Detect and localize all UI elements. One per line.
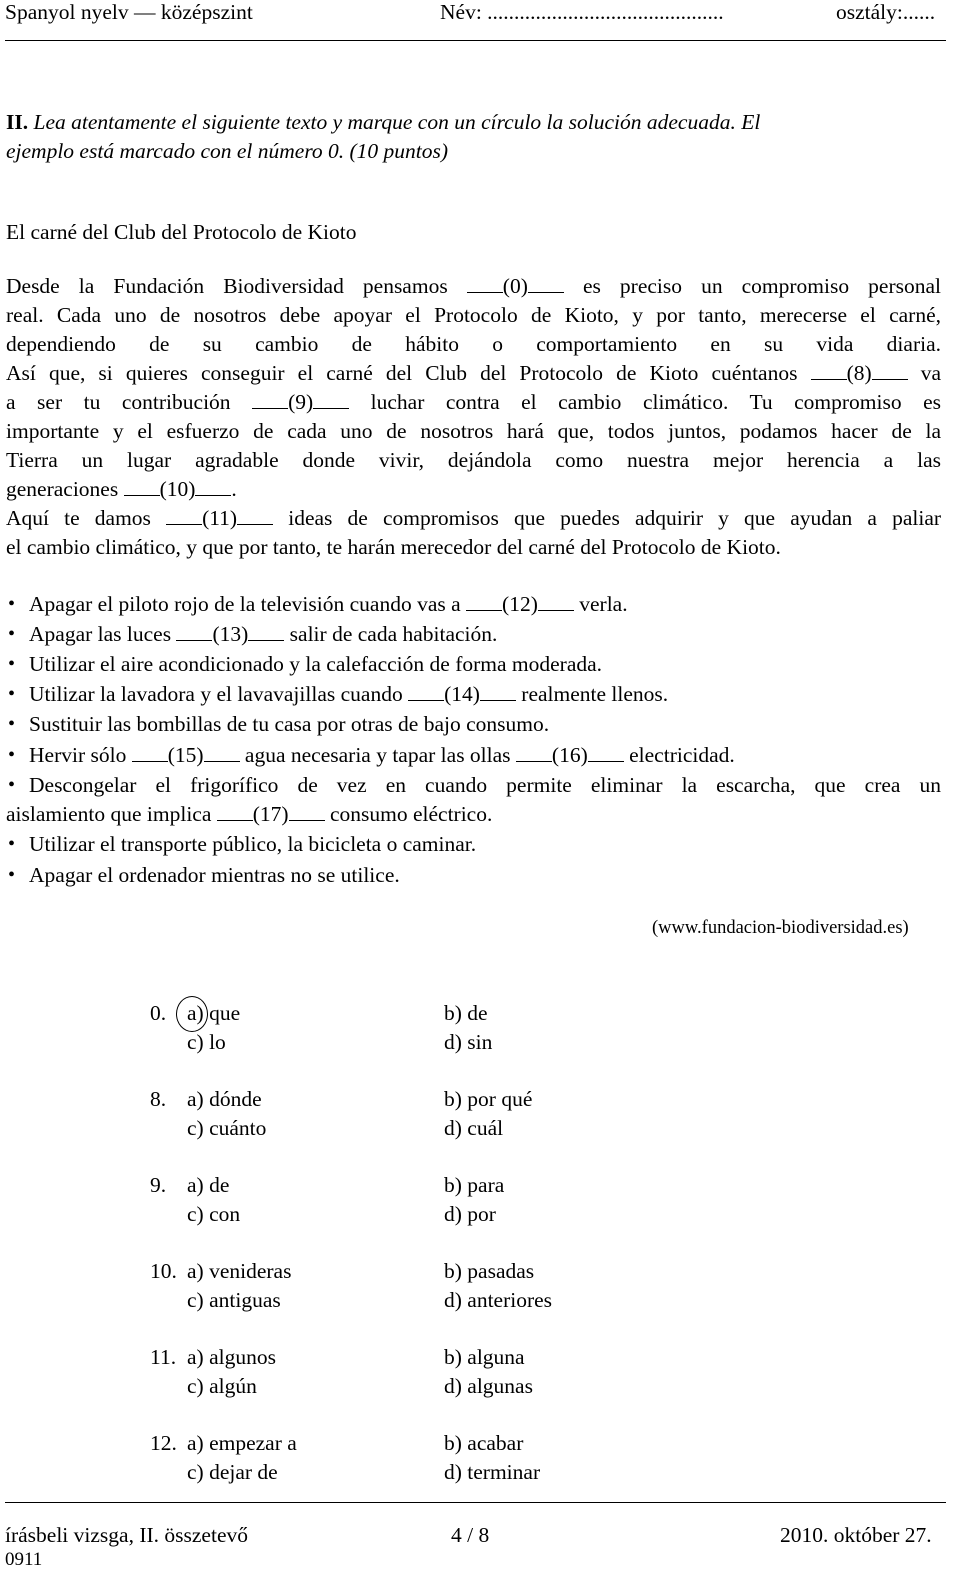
option-b[interactable]: b) alguna xyxy=(444,1345,525,1369)
option-b[interactable]: b) acabar xyxy=(444,1431,524,1455)
question-number: 8. xyxy=(150,1087,167,1111)
bullet-glyph: • xyxy=(8,623,16,645)
p1-text: a ser tu contribución xyxy=(6,390,231,414)
bullet-glyph: • xyxy=(8,774,16,796)
option-a[interactable]: a) algunos xyxy=(187,1345,276,1369)
list-item: Apagar el ordenador mientras no se utilice. xyxy=(29,863,400,887)
option-b[interactable]: b) para xyxy=(444,1173,505,1197)
text-title: El carné del Club del Protocolo de Kioto xyxy=(6,220,357,244)
header-name-field: Név: ............................................ xyxy=(440,0,724,24)
bullet-glyph: • xyxy=(8,683,16,705)
option-d[interactable]: d) terminar xyxy=(444,1460,541,1484)
option-c[interactable]: c) lo xyxy=(187,1030,226,1054)
bullet-glyph: • xyxy=(8,864,16,886)
p1-text: Desde la Fundación Biodiversidad pensamos xyxy=(6,274,448,298)
option-a[interactable]: a) de xyxy=(187,1173,230,1197)
paragraph2-line2: el cambio climático, y que por tanto, te harán merecedor del carné del Protocolo de Kioto. xyxy=(6,535,781,559)
option-d[interactable]: d) cuál xyxy=(444,1116,504,1140)
paragraph1-line5 xyxy=(6,390,941,415)
gap-17: (17) xyxy=(217,802,325,826)
footer-rule xyxy=(5,1502,946,1503)
list-item: Utilizar el transporte público, la bicicleta o caminar. xyxy=(29,832,477,856)
header-left: Spanyol nyelv — középszint xyxy=(5,0,253,24)
section-number: II. xyxy=(6,110,29,134)
paragraph1-line7: Tierra un lugar agradable donde vivir, dejándola como nuestra mejor herencia a las xyxy=(6,448,941,472)
question-number: 9. xyxy=(150,1173,167,1197)
option-a[interactable]: a) venideras xyxy=(187,1259,292,1283)
paragraph2-line1 xyxy=(6,506,941,531)
list-item: Utilizar la lavadora y el lavavajillas cuando (14) realmente llenos. xyxy=(29,682,669,706)
gap-10: (10) xyxy=(124,477,232,501)
paragraph1-line8: generaciones (10) . xyxy=(6,477,237,501)
paragraph1-line1 xyxy=(6,274,941,299)
question-number: 12. xyxy=(150,1431,177,1455)
option-a[interactable]: a) empezar a xyxy=(187,1431,297,1455)
p2-text: Aquí te damos xyxy=(6,506,151,530)
instructions-line2 xyxy=(6,139,448,164)
instructions-text-1: Lea atentamente el siguiente texto y marque con un círculo la solución adecuada. El xyxy=(33,110,761,134)
option-c[interactable]: c) dejar de xyxy=(187,1460,278,1484)
option-b[interactable]: b) de xyxy=(444,1001,488,1025)
instructions-text-2: ejemplo está marcado con el número 0. (10 puntos) xyxy=(6,139,449,163)
header-class-field: osztály:...... xyxy=(836,0,936,24)
bullet-glyph: • xyxy=(8,713,16,735)
question-number: 10. xyxy=(150,1259,177,1283)
option-d[interactable]: d) sin xyxy=(444,1030,493,1054)
option-b[interactable]: b) pasadas xyxy=(444,1259,535,1283)
bullet-glyph: • xyxy=(8,833,16,855)
list-item: Apagar las luces (13) salir de cada habitación. xyxy=(29,622,498,646)
option-a[interactable]: a) dónde xyxy=(187,1087,262,1111)
p1-text: Así que, si quieres conseguir el carné del Club del Protocolo de Kioto cuéntanos xyxy=(6,361,798,385)
source-citation: (www.fundacion-biodiversidad.es) xyxy=(652,918,909,938)
paragraph1-line4 xyxy=(6,361,941,386)
option-c[interactable]: c) antiguas xyxy=(187,1288,281,1312)
option-d[interactable]: d) algunas xyxy=(444,1374,533,1398)
gap-8: (8) xyxy=(811,361,908,385)
list-item: Descongelar el frigorífico de vez en cuando permite eliminar la escarcha, que crea un xyxy=(29,773,941,797)
list-item: Sustituir las bombillas de tu casa por otras de bajo consumo. xyxy=(29,712,550,736)
gap-16: (16) xyxy=(516,743,624,767)
option-c[interactable]: c) algún xyxy=(187,1374,257,1398)
gap-11: (11) xyxy=(166,506,273,530)
p1-text: va xyxy=(920,361,942,385)
bullet-glyph: • xyxy=(8,653,16,675)
gap-12: (12) xyxy=(466,592,574,616)
option-c[interactable]: c) cuánto xyxy=(187,1116,267,1140)
footer-exam-code: 0911 xyxy=(5,1549,43,1570)
list-item: Hervir sólo (15) agua necesaria y tapar las ollas (16) electricidad. xyxy=(29,743,735,767)
header-rule xyxy=(5,40,946,41)
p1-text: es preciso un compromiso personal xyxy=(582,274,942,298)
option-a[interactable]: a) que xyxy=(187,1001,241,1025)
question-number: 0. xyxy=(150,1001,167,1025)
list-item-continuation: aislamiento que implica (17) consumo eléctrico. xyxy=(6,802,493,826)
list-item: Apagar el piloto rojo de la televisión cuando vas a (12) verla. xyxy=(29,592,628,616)
bullet-glyph: • xyxy=(8,744,16,766)
option-d[interactable]: d) por xyxy=(444,1202,496,1226)
paragraph1-line6: importante y el esfuerzo de cada uno de nosotros hará que, todos juntos, podamos hacer de la xyxy=(6,419,941,443)
gap-15: (15) xyxy=(132,743,240,767)
p1-text: luchar contra el cambio climático. Tu compromiso es xyxy=(370,390,941,414)
footer-date: 2010. október 27. xyxy=(780,1523,932,1547)
gap-9: (9) xyxy=(252,390,349,414)
gap-13: (13) xyxy=(176,622,284,646)
paragraph1-line3: dependiendo de su cambio de hábito o comportamiento en su vida diaria. xyxy=(6,332,941,356)
p1-text: generaciones xyxy=(6,477,119,501)
option-d[interactable]: d) anteriores xyxy=(444,1288,553,1312)
question-number: 11. xyxy=(150,1345,177,1369)
list-item: Utilizar el aire acondicionado y la calefacción de forma moderada. xyxy=(29,652,603,676)
option-b[interactable]: b) por qué xyxy=(444,1087,533,1111)
p2-text: ideas de compromisos que puedes adquirir y que ayudan a paliar xyxy=(288,506,942,530)
gap-0: (0) xyxy=(467,274,564,298)
paragraph1-line2: real. Cada uno de nosotros debe apoyar el Protocolo de Kioto, y por tanto, merecerse el carné, xyxy=(6,303,941,327)
bullet-glyph: • xyxy=(8,593,16,615)
option-c[interactable]: c) con xyxy=(187,1202,241,1226)
footer-page-number: 4 / 8 xyxy=(451,1523,490,1547)
gap-14: (14) xyxy=(408,682,516,706)
instructions-line1 xyxy=(6,110,760,135)
footer-left: írásbeli vizsga, II. összetevő xyxy=(5,1523,248,1547)
